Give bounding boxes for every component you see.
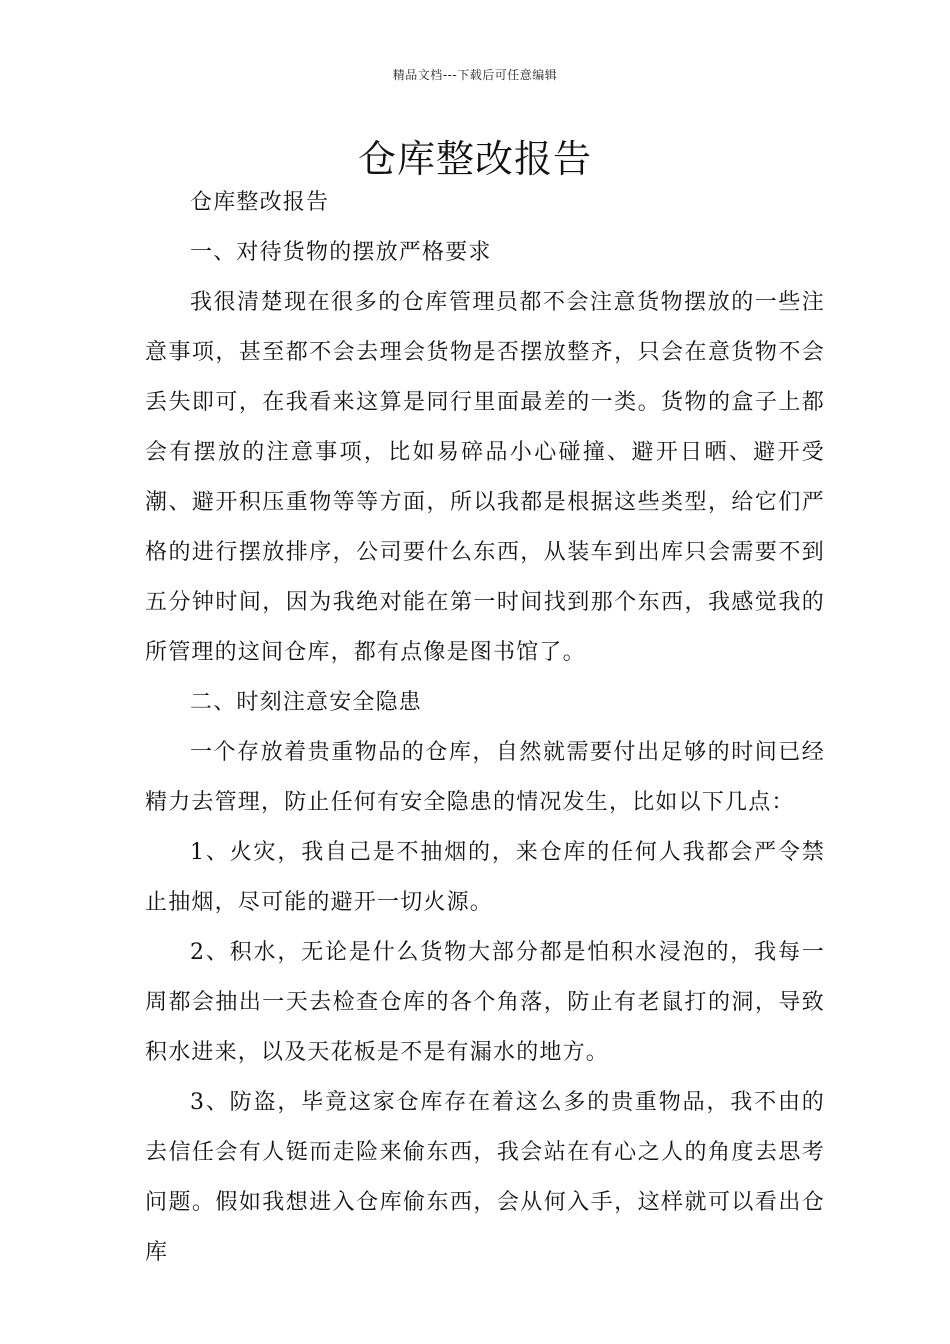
document-body — [145, 178, 825, 1278]
list-item-water: 2、积水，无论是什么货物大部分都是怕积水浸泡的，我每一周都会抽出一天去检查仓库的各个角落，防止有老鼠打的洞，导致积水进来，以及天花板是不是有漏水的地方。 — [145, 940, 825, 1065]
document-title: 仓库整改报告 — [357, 137, 592, 181]
header-note: 精品文档---下载后可任意编辑 — [392, 68, 558, 82]
document-subtitle: 仓库整改报告 — [190, 190, 330, 215]
paragraph-2: 一个存放着贵重物品的仓库，自然就需要付出足够的时间已经精力去管理，防止任何有安全隐患的情况发生，比如以下几点： — [145, 740, 825, 815]
section-heading-2: 二、时刻注意安全隐患 — [190, 690, 423, 715]
section-heading-1: 一、对待货物的摆放严格要求 — [190, 240, 492, 265]
paragraph-1: 我很清楚现在很多的仓库管理员都不会注意货物摆放的一些注意事项，甚至都不会去理会货物是否摆放整齐，只会在意货物不会丢失即可，在我看来这算是同行里面最差的一类。货物的盒子上都会有摆放的注意事项，比如易碎品小心碰撞、避开日晒、避开受潮、避开积压重物等等方面，所以我都是根据这些类型，给它们严格的进行摆放排序，公司要什么东西，从装车到出库只会需要不到五分钟时间，因为我绝对能在第一时间找到那个东西，我感觉我的所管理的这间仓库，都有点像是图书馆了。 — [145, 290, 825, 665]
list-item-theft: 3、防盗，毕竟这家仓库存在着这么多的贵重物品，我不由的去信任会有人铤而走险来偷东西，我会站在有心之人的角度去思考问题。假如我想进入仓库偷东西，会从何入手，这样就可以看出仓库 — [145, 1090, 825, 1265]
list-item-fire: 1、火灾，我自己是不抽烟的，来仓库的任何人我都会严令禁止抽烟，尽可能的避开一切火源。 — [145, 840, 825, 915]
